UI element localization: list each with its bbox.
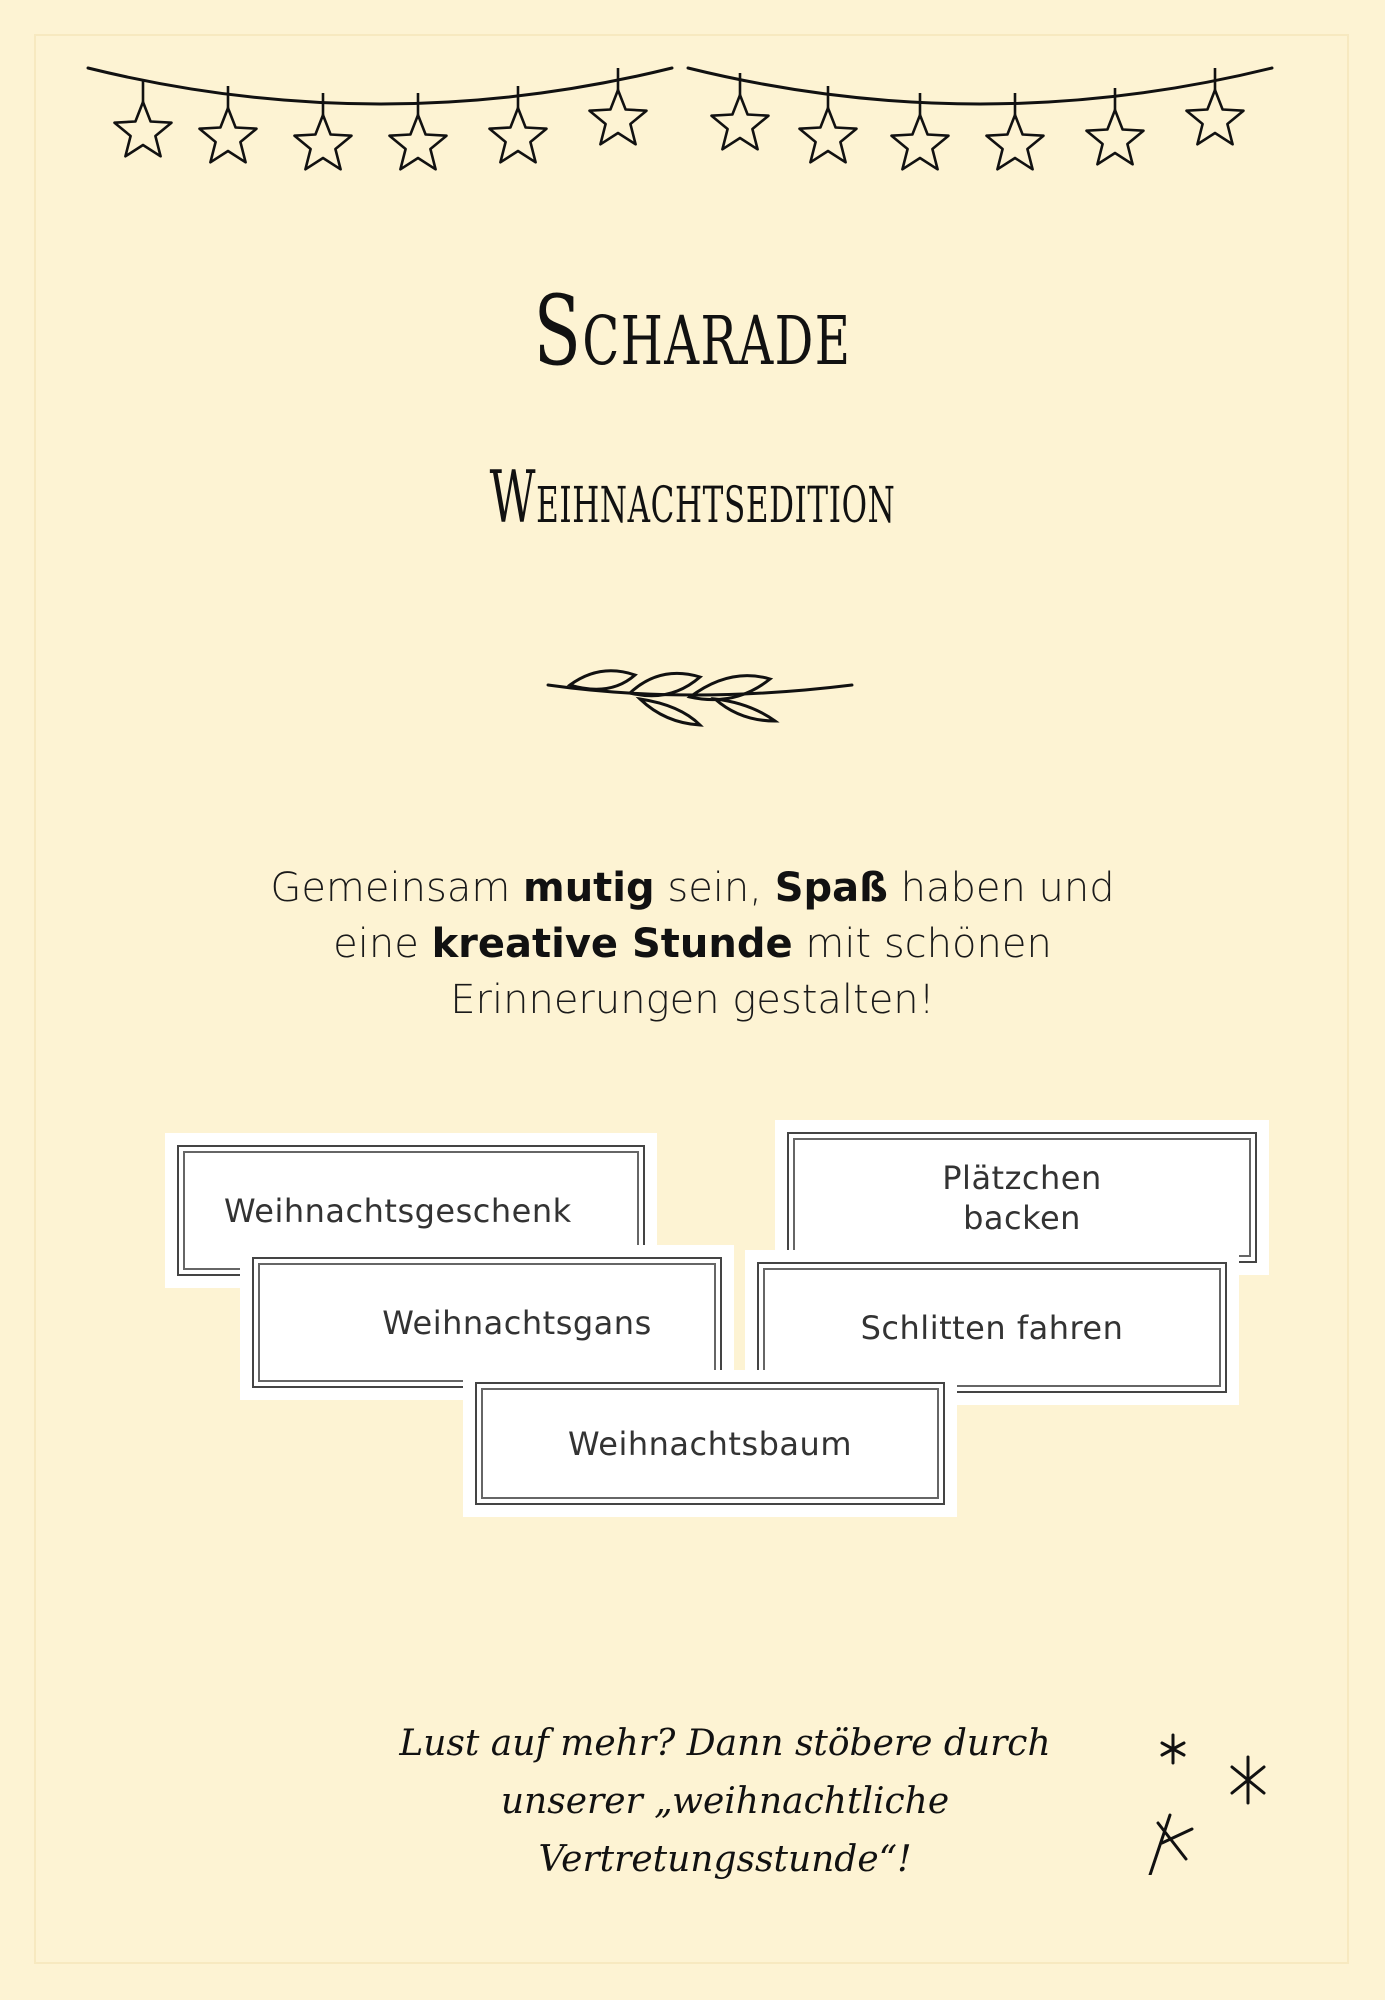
garland-star (987, 115, 1044, 169)
card-frame (475, 1382, 945, 1505)
intro-highlight-mutig: mutig (523, 865, 655, 911)
closing-line-2: unserer „weihnachtliche (500, 1781, 950, 1822)
card-frame (252, 1257, 722, 1388)
closing-line-3: Vertretungsstunde“! (538, 1839, 912, 1880)
intro-line-2 (0, 916, 1385, 972)
closing-line-1: Lust auf mehr? Dann stöbere durch (399, 1723, 1051, 1764)
garland-star (1087, 110, 1144, 164)
garland-star (590, 90, 647, 144)
card-label: Weihnachtsgeschenk (224, 1191, 572, 1230)
intro-text-segment: eine (333, 921, 432, 967)
garland-star (390, 115, 447, 169)
garland-star (1187, 90, 1244, 144)
intro-text-segment: Gemeinsam (270, 865, 524, 911)
garland-star (295, 115, 352, 169)
page-subtitle: Weihnachtsedition (489, 455, 896, 539)
page-title: Scharade (533, 275, 852, 387)
intro-line-1 (0, 860, 1385, 916)
leaf-sprig-icon (540, 645, 860, 735)
card-frame (787, 1132, 1257, 1263)
card-label: Schlitten fahren (860, 1308, 1124, 1347)
intro-text-segment: haben und (887, 865, 1115, 911)
garland-star (200, 108, 257, 162)
word-card (463, 1370, 957, 1517)
intro-text-segment: sein, (654, 865, 775, 911)
closing-text (370, 1715, 1080, 1889)
garland-star (712, 95, 769, 149)
card-label: Weihnachtsgans (382, 1303, 652, 1342)
garland-star (800, 108, 857, 162)
garland-star (115, 102, 172, 156)
star-garland-icon (0, 0, 1385, 200)
card-label: Weihnachtsbaum (568, 1424, 852, 1463)
sparkles-icon (1140, 1725, 1280, 1875)
intro-highlight-kreative-stunde: kreative Stunde (431, 921, 793, 967)
intro-text (0, 860, 1385, 1028)
garland-star (490, 108, 547, 162)
intro-highlight-spass: Spaß (774, 865, 888, 911)
intro-text-segment: mit schönen (792, 921, 1052, 967)
intro-line-3: Erinnerungen gestalten! (450, 977, 935, 1023)
card-label: Plätzchen backen (942, 1158, 1102, 1237)
garland-star (892, 115, 949, 169)
